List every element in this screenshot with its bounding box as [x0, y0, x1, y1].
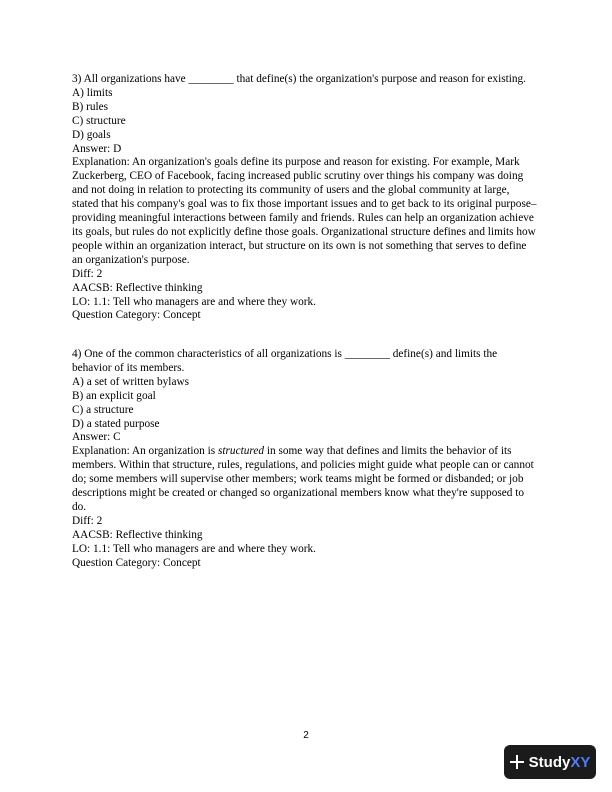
learning-objective: LO: 1.1: Tell who managers are and where they work.: [72, 542, 317, 555]
question-4: [72, 348, 538, 571]
difficulty: Diff: 2: [72, 267, 103, 280]
brand-main: Study: [528, 753, 571, 771]
question-category: Question Category: Concept: [72, 556, 201, 569]
aacsb: AACSB: Reflective thinking: [72, 528, 203, 541]
option-a: A) a set of written bylaws: [72, 375, 190, 388]
answer: Answer: C: [72, 431, 121, 444]
brand-name: [529, 754, 591, 771]
explanation-text-end: in some way that defines and limits the behavior of its members. Within that structure, rules, regulations, and policies might guide what people can or cannot do; some members will supervise other members; work teams might be formed or disbanded; or job descriptions might be created or changed so organizational members know what they're supposed to do.: [72, 445, 534, 513]
learning-objective: LO: 1.1: Tell who managers are and where they work.: [72, 295, 317, 308]
question-category: Question Category: Concept: [72, 309, 201, 322]
option-c: C) structure: [72, 114, 126, 127]
page-number: 2: [303, 730, 309, 741]
brand-accent: XY: [570, 753, 591, 771]
explanation-emphasis: structured: [218, 445, 265, 458]
option-c: C) a structure: [72, 403, 134, 416]
plus-icon: [510, 755, 524, 769]
difficulty: Diff: 2: [72, 514, 103, 527]
option-d: D) a stated purpose: [72, 417, 160, 430]
studyxy-badge[interactable]: [504, 745, 596, 779]
explanation: [72, 445, 538, 515]
question-stem: 4) One of the common characteristics of all organizations is ________ define(s) and limits the behavior of its members.: [72, 348, 498, 374]
question-3: [72, 73, 538, 323]
option-b: B) an explicit goal: [72, 389, 156, 402]
question-stem: 3) All organizations have ________ that define(s) the organization's purpose and reason for existing.: [72, 73, 527, 85]
option-a: A) limits: [72, 86, 113, 99]
explanation-text-start: Explanation: An organization is: [72, 445, 218, 458]
option-b: B) rules: [72, 100, 109, 113]
answer: Answer: D: [72, 142, 122, 155]
explanation: Explanation: An organization's goals define its purpose and reason for existing. For example, Mark Zuckerberg, CEO of Facebook, facing increased public scrutiny over things his company was doing and not doing in relation to protecting its community of users and the global community at large, stated that his company's goal was to fix those important issues and to get back to its original purpose–providing meaningful interactions between family and friends. Rules can help an organization achieve its goals, but rules do not explicitly define those goals. Organizational structure defines and limits how people within an organization interact, but structure on its own is not something that serves to define an organization's purpose.: [72, 156, 537, 266]
option-d: D) goals: [72, 128, 111, 141]
aacsb: AACSB: Reflective thinking: [72, 281, 203, 294]
